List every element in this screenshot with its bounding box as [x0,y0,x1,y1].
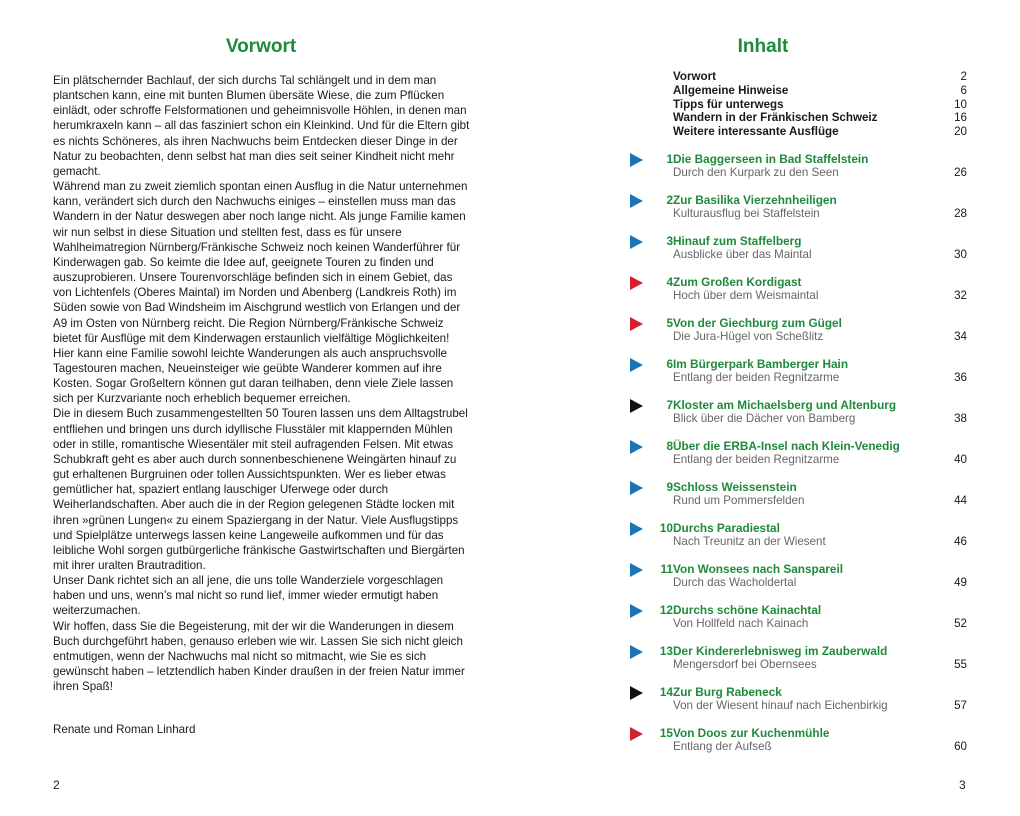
page-number-right: 3 [959,778,966,792]
tour-list [630,151,967,766]
tour-subtitle: Ausblicke über das Maintal [673,248,812,261]
toc-tour-entry[interactable] [630,520,967,561]
tour-number: 15 [659,726,673,740]
toc-tour-entry[interactable] [630,192,967,233]
toc-tour-entry[interactable] [630,643,967,684]
tour-number: 5 [666,316,673,330]
tour-number: 8 [666,439,673,453]
tour-title: Die Baggerseen in Bad Staffelstein [673,152,869,166]
tour-subtitle: Mengersdorf bei Obernsees [673,658,817,671]
tour-page: 60 [954,740,967,753]
tour-subtitle: Durch das Wacholdertal [673,576,797,589]
tour-number: 1 [666,152,673,166]
foreword-paragraph: Die in diesem Buch zusammengestellten 50 Touren lassen uns dem Alltagstrubel entfliehen und bringen uns durch idyllische Flusstäler mit klappernden Mühlen oder in stille, romantische Wiesentäler mit steil aufragenden Felsen. Mit etwas Schubkraft geht es aber auch durch sonnenbeschienene Weingärten hinauf zu gut erhaltenen Burgruinen oder tollen Aussichtspunkten. Wer es lieber etwas gemütlicher hat, spaziert entlang lauschiger Uferwege oder durch Weiherlandschaften. Aber auch die in der Region gelegenen Städte locken mit ihren »grünen Lungen« zu einem Spaziergang in der Natur. Viele Ausflugstipps und Spielplätze unterwegs lassen keine Langeweile aufkommen und für das leibliche Wohl sorgen gutbürgerliche fränkische Gastwirtschaften und Biergärten mit ihrer uralten Brautradition. [53,407,468,572]
tour-number: 4 [666,275,673,289]
tour-page: 32 [954,289,967,302]
toc-tour-entry[interactable] [630,233,967,274]
tour-number: 14 [659,685,673,699]
play-arrow-icon [630,153,643,167]
tour-subtitle: Rund um Pommersfelden [673,494,805,507]
tour-page: 26 [954,166,967,179]
signature: Renate und Roman Linhard [53,723,196,736]
foreword-paragraph: Ein plätschernder Bachlauf, der sich durchs Tal schlängelt und in dem man plantschen kann, eine mit bunten Blumen übersäte Wiese, die zum Pflücken einlädt, oder schroffe Felsformationen und geheimnisvolle Höhlen, in denen man herumkraxeln kann – all das fasziniert schon ein Kleinkind. Und für die Eltern gibt es nichts Schöneres, als ihren Nachwuchs beim Entdecken dieser Dinge in der Natur zu beobachten, denn selbst hat man dies seit seiner Kindheit nicht mehr gemacht. [53,74,470,178]
toc-tour-entry[interactable] [630,397,967,438]
toc-tour-entry[interactable] [630,315,967,356]
tour-number: 3 [666,234,673,248]
tour-title: Von der Giechburg zum Gügel [673,316,842,330]
toc-front-title: Wandern in der Fränkischen Schweiz [673,111,878,125]
toc-front-title: Vorwort [673,70,716,83]
play-arrow-icon [630,317,643,331]
play-arrow-icon [630,194,643,208]
tour-title: Hinauf zum Staffelberg [673,234,802,248]
play-arrow-icon [630,522,643,536]
tour-title: Durchs Paradiestal [673,521,780,535]
tour-page: 30 [954,248,967,261]
tour-title: Zur Basilika Vierzehnheiligen [673,193,837,207]
play-arrow-icon [630,235,643,249]
tour-subtitle: Kulturausflug bei Staffelstein [673,207,820,220]
tour-page: 38 [954,412,967,425]
toc-tour-entry[interactable] [630,151,967,192]
tour-title: Schloss Weissenstein [673,480,797,494]
front-matter-list [673,70,967,139]
toc-tour-entry[interactable] [630,684,967,725]
toc-front-page: 6 [960,83,967,97]
foreword-paragraph: Wir hoffen, dass Sie die Begeisterung, mit der wir die Wanderungen in diesem Buch durchgeführt haben, genauso erleben wie wir. Lassen Sie sich nicht gleich entmutigen, wenn der Nachwuchs mal nicht so mitmacht, wie Sie es sich gewünscht haben – letztendlich haben Kinder draußen in der freien Natur immer ihren Spaß! [53,619,465,694]
tour-number: 11 [660,562,673,576]
toc-front-title: Weitere interessante Ausflüge [673,125,839,139]
tour-title: Im Bürgerpark Bamberger Hain [673,357,849,371]
foreword-paragraph: Unser Dank richtet sich an all jene, die uns tolle Wanderziele vorgeschlagen haben und uns, wenn’s mal nicht so rund lief, immer wieder ermutigt haben weiterzumachen. [53,574,444,618]
tour-number: 10 [659,521,673,535]
tour-page: 34 [954,330,967,343]
tour-title: Der Kindererlebnisweg im Zauberwald [673,644,888,658]
tour-title: Von Wonsees nach Sanspareil [673,562,844,576]
play-arrow-icon [630,645,643,659]
toc-front-entry[interactable] [673,125,967,139]
toc-front-page: 2 [960,70,967,83]
toc-front-entry[interactable] [673,84,967,98]
tour-page: 49 [954,576,967,589]
tour-page: 40 [954,453,967,466]
tour-subtitle: Entlang der beiden Regnitzarme [673,453,840,466]
play-arrow-icon [630,481,643,495]
tour-title: Zur Burg Rabeneck [673,685,782,699]
tour-page: 52 [954,617,967,630]
tour-title: Kloster am Michaelsberg und Altenburg [673,398,897,412]
play-arrow-icon [630,727,643,741]
toc-front-page: 10 [954,97,967,111]
tour-page: 57 [954,699,967,712]
toc-tour-entry[interactable] [630,561,967,602]
page-number-left: 2 [53,778,60,792]
tour-subtitle: Hoch über dem Weismaintal [673,289,819,302]
toc-tour-entry[interactable] [630,438,967,479]
foreword-paragraph: Während man zu zweit ziemlich spontan einen Ausflug in die Natur unternehmen kann, verändert sich durch den Nachwuchs einiges – einstellen muss man das Wandern in der Natur deswegen aber noch lange nicht. Als junge Familie kamen wir nun selbst in diese Situation und stellten fest, dass es für unsere Wahlheimatregion Nürnberg/Fränkische Schweiz noch keinen Wanderführer für Kinderwagen gab. So keimte die Idee auf, geeignete Touren zu finden und auszuprobieren. Unsere Tourenvorschläge befinden sich in einem Gebiet, das von Lichtenfels (Oberes Maintal) im Norden und Abenberg (Landkreis Roth) im Süden sowie von Bad Windsheim im Aischgrund westlich von Erlangen und der A9 im Osten von Nürnberg reicht. Die Region Nürnberg/Fränkische Schweiz bietet für Ausflüge mit dem Kinderwagen erstaunlich vielfältige Möglichkeiten! Hier kann eine Familie sowohl leichte Wanderungen als auch anspruchsvolle Tagestouren machen, Neueinsteiger wie geübte Wanderer kommen auf ihre Kosten. Sogar Großeltern können gut daran teilhaben, denn viele Ziele lassen sich per Kurzvariante noch erheblich bequemer erreichen. [53,180,468,406]
toc-tour-entry[interactable] [630,479,967,520]
tour-title: Zum Großen Kordigast [673,275,802,289]
play-arrow-icon [630,604,643,618]
play-arrow-icon [630,440,643,454]
play-arrow-icon [630,399,643,413]
play-arrow-icon [630,276,643,290]
play-arrow-icon [630,563,643,577]
tour-page: 46 [954,535,967,548]
toc-front-page: 20 [954,125,967,139]
play-arrow-icon [630,358,643,372]
toc-front-entry[interactable] [673,70,967,84]
tour-subtitle: Von der Wiesent hinauf nach Eichenbirkig [673,699,888,712]
tour-number: 6 [666,357,673,371]
tour-subtitle: Durch den Kurpark zu den Seen [673,166,839,179]
toc-front-entry[interactable] [673,98,967,112]
toc-tour-entry[interactable] [630,274,967,315]
tour-page: 55 [954,658,967,671]
tour-subtitle: Nach Treunitz an der Wiesent [673,535,826,548]
tour-title: Über die ERBA-Insel nach Klein-Venedig [673,439,900,453]
tour-number: 2 [666,193,673,207]
toc-tour-entry[interactable] [630,356,967,397]
tour-page: 44 [954,494,967,507]
tour-subtitle: Entlang der Aufseß [673,740,772,753]
contents-heading: Inhalt [737,36,789,57]
tour-number: 12 [659,603,673,617]
toc-front-title: Tipps für unterwegs [673,97,784,111]
tour-page: 28 [954,207,967,220]
right-page [510,0,1020,816]
tour-number: 7 [666,398,673,412]
toc-front-title: Allgemeine Hinweise [673,83,789,97]
tour-number: 13 [659,644,673,658]
tour-page: 36 [954,371,967,384]
tour-subtitle: Von Hollfeld nach Kainach [673,617,809,630]
tour-subtitle: Blick über die Dächer von Bamberg [673,412,856,425]
foreword-heading: Vorwort [225,36,297,57]
foreword-body [53,73,471,694]
toc-tour-entry[interactable] [630,602,967,643]
tour-subtitle: Die Jura-Hügel von Scheßlitz [673,330,824,343]
tour-number: 9 [666,480,673,494]
play-arrow-icon [630,686,643,700]
toc-tour-entry[interactable] [630,725,967,766]
toc-front-entry[interactable] [673,111,967,125]
tour-title: Von Doos zur Kuchenmühle [673,726,830,740]
tour-subtitle: Entlang der beiden Regnitzarme [673,371,840,384]
toc-front-page: 16 [954,111,967,125]
tour-title: Durchs schöne Kainachtal [673,603,822,617]
